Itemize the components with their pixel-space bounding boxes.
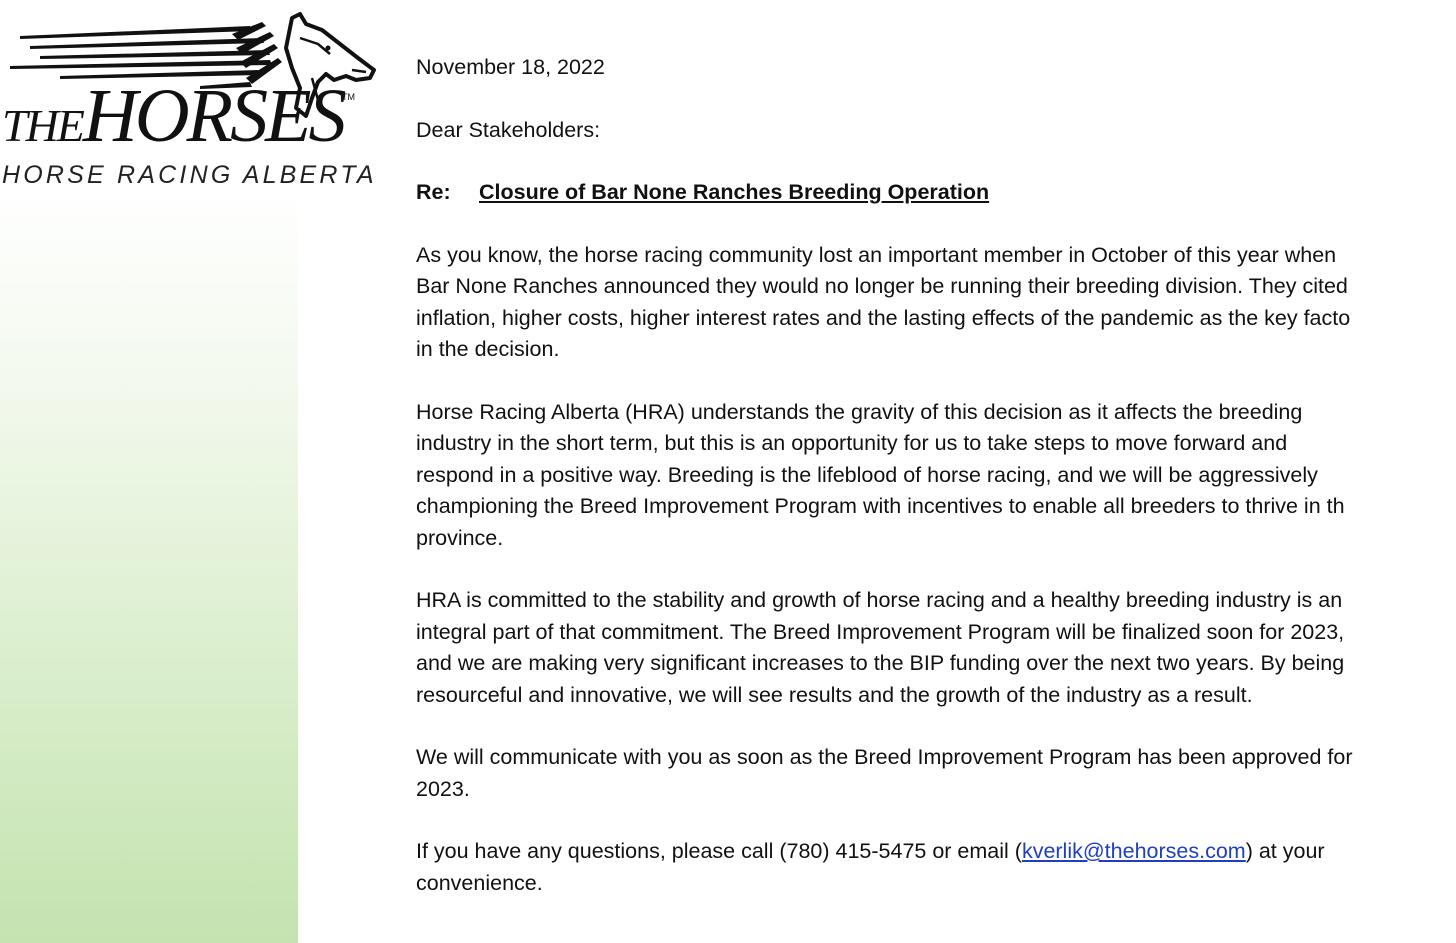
paragraph-line: Bar None Ranches announced they would no longer be running their breeding division. They cited	[416, 274, 1348, 298]
paragraph-line: HRA is committed to the stability and growth of horse racing and a healthy breeding industry is an	[416, 588, 1343, 612]
paragraph-2	[416, 397, 1456, 555]
paragraph-line: championing the Breed Improvement Program with incentives to enable all breeders to thrive in th	[416, 494, 1345, 518]
paragraph-line: inflation, higher costs, higher interest rates and the lasting effects of the pandemic as the key facto	[416, 305, 1351, 330]
logo-horses-text: HORSES	[82, 74, 344, 158]
paragraph-line: Horse Racing Alberta (HRA) understands the gravity of this decision as it affects the breeding	[416, 399, 1303, 424]
paragraph-3	[416, 585, 1456, 711]
logo-wordmark	[2, 74, 344, 158]
the-horses-logo	[0, 8, 380, 188]
paragraph-4	[416, 742, 1456, 805]
paragraph-line: and we are making very significant increases to the BIP funding over the next two years. By being	[416, 651, 1345, 675]
email-link[interactable]: kverlik@thehorses.com	[1021, 839, 1246, 863]
paragraph-line: As you know, the horse racing community lost an important member in October of this year when	[416, 242, 1337, 267]
letter-salutation: Dear Stakeholders:	[416, 117, 601, 142]
contact-line-2: convenience.	[416, 870, 543, 895]
contact-paragraph	[416, 836, 1456, 899]
paragraph-line: 2023.	[416, 776, 470, 801]
paragraph-1	[416, 240, 1456, 366]
logo-trademark: TM	[342, 92, 355, 102]
subject-line	[416, 177, 1456, 209]
subject-text: Closure of Bar None Ranches Breeding Operation	[479, 180, 990, 204]
contact-line	[416, 836, 1456, 868]
paragraph-line: We will communicate with you as soon as the Breed Improvement Program has been approved for	[416, 745, 1353, 769]
paragraph-line: industry in the short term, but this is an opportunity for us to take steps to move forward and	[416, 431, 1288, 455]
sidebar-green-band	[0, 190, 298, 943]
paragraph-line: resourceful and innovative, we will see results and the growth of the industry as a result.	[416, 682, 1253, 707]
paragraph-line: integral part of that commitment. The Breed Improvement Program will be finalized soon for 2023,	[416, 619, 1345, 644]
subject-label: Re:	[416, 180, 451, 204]
contact-text-before: If you have any questions, please call (780) 415-5475 or email (	[416, 839, 1022, 863]
letter-date: November 18, 2022	[416, 55, 605, 79]
letter-body	[416, 52, 1456, 930]
paragraph-line: in the decision.	[416, 337, 560, 361]
logo-the-text: THE	[2, 100, 83, 151]
paragraph-line: respond in a positive way. Breeding is the lifeblood of horse racing, and we will be aggressively	[416, 462, 1318, 487]
contact-text-after: ) at your	[1245, 839, 1325, 863]
logo-tagline: HORSE RACING ALBERTA	[2, 161, 377, 189]
paragraph-line: province.	[416, 525, 504, 550]
